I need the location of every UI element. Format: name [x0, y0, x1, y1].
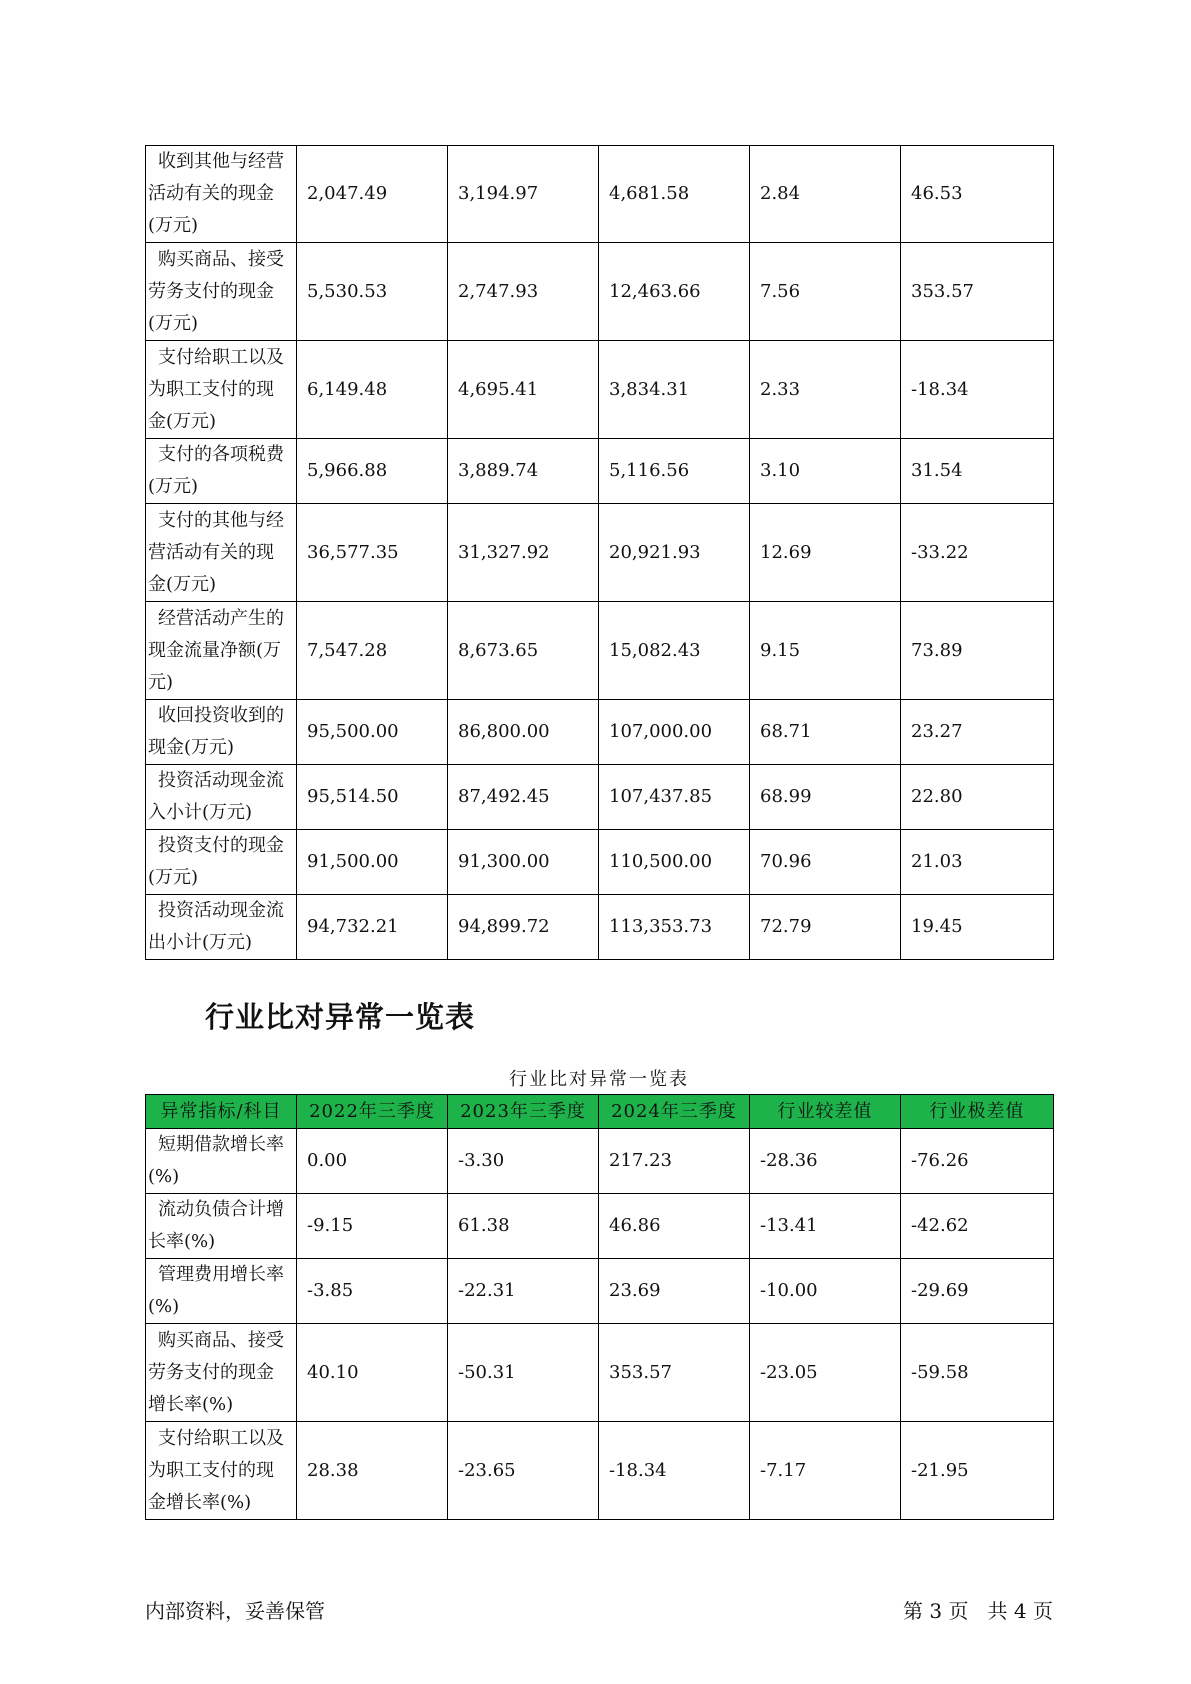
industry-diff: 3.10 [750, 439, 901, 504]
industry-diff: 9.15 [750, 602, 901, 700]
table-header-row [146, 1095, 1054, 1129]
anomaly-table [145, 1094, 1054, 1520]
value-2024: 12,463.66 [599, 243, 750, 341]
cash-flow-table [145, 145, 1054, 960]
value-2022: 95,500.00 [297, 700, 448, 765]
industry-diff: 70.96 [750, 830, 901, 895]
table-row [146, 895, 1054, 960]
table-row [146, 1129, 1054, 1194]
value-2023: 87,492.45 [448, 765, 599, 830]
industry-diff: 12.69 [750, 504, 901, 602]
column-header: 行业极差值 [901, 1095, 1054, 1129]
value-2024: 20,921.93 [599, 504, 750, 602]
value-2023: 3,889.74 [448, 439, 599, 504]
industry-diff: 2.84 [750, 146, 901, 243]
industry-extreme: -33.22 [901, 504, 1054, 602]
column-header: 2022年三季度 [297, 1095, 448, 1129]
industry-extreme: -29.69 [901, 1259, 1054, 1324]
table-row [146, 1422, 1054, 1520]
row-label: 收到其他与经营活动有关的现金(万元) [146, 146, 297, 243]
table-row [146, 439, 1054, 504]
industry-extreme: -18.34 [901, 341, 1054, 439]
table-row [146, 830, 1054, 895]
value-2022: 5,966.88 [297, 439, 448, 504]
value-2022: 36,577.35 [297, 504, 448, 602]
row-label: 支付给职工以及为职工支付的现金(万元) [146, 341, 297, 439]
table-row [146, 243, 1054, 341]
column-header: 异常指标/科目 [146, 1095, 297, 1129]
table-row [146, 1324, 1054, 1422]
table-row [146, 765, 1054, 830]
value-2024: 107,437.85 [599, 765, 750, 830]
industry-diff: 2.33 [750, 341, 901, 439]
value-2023: -22.31 [448, 1259, 599, 1324]
value-2023: 86,800.00 [448, 700, 599, 765]
value-2023: 4,695.41 [448, 341, 599, 439]
industry-diff: 7.56 [750, 243, 901, 341]
value-2022: 2,047.49 [297, 146, 448, 243]
value-2022: -9.15 [297, 1194, 448, 1259]
value-2022: 95,514.50 [297, 765, 448, 830]
value-2022: 40.10 [297, 1324, 448, 1422]
industry-extreme: -59.58 [901, 1324, 1054, 1422]
value-2024: 217.23 [599, 1129, 750, 1194]
footer-page-number: 第 3 页 共 4 页 [903, 1599, 1053, 1623]
industry-extreme: 23.27 [901, 700, 1054, 765]
table-row [146, 146, 1054, 243]
table-caption: 行业比对异常一览表 [509, 1069, 689, 1090]
industry-extreme: 19.45 [901, 895, 1054, 960]
value-2023: 94,899.72 [448, 895, 599, 960]
industry-extreme: 31.54 [901, 439, 1054, 504]
industry-extreme: -42.62 [901, 1194, 1054, 1259]
row-label: 购买商品、接受劳务支付的现金增长率(%) [146, 1324, 297, 1422]
industry-extreme: 22.80 [901, 765, 1054, 830]
table-row [146, 504, 1054, 602]
value-2023: 91,300.00 [448, 830, 599, 895]
industry-extreme: -76.26 [901, 1129, 1054, 1194]
value-2023: 2,747.93 [448, 243, 599, 341]
value-2024: 46.86 [599, 1194, 750, 1259]
value-2022: 91,500.00 [297, 830, 448, 895]
row-label: 投资支付的现金(万元) [146, 830, 297, 895]
value-2023: 61.38 [448, 1194, 599, 1259]
industry-diff: -28.36 [750, 1129, 901, 1194]
value-2022: 5,530.53 [297, 243, 448, 341]
value-2022: 94,732.21 [297, 895, 448, 960]
value-2023: 31,327.92 [448, 504, 599, 602]
value-2024: -18.34 [599, 1422, 750, 1520]
row-label: 收回投资收到的现金(万元) [146, 700, 297, 765]
value-2024: 353.57 [599, 1324, 750, 1422]
table-row [146, 700, 1054, 765]
value-2023: -23.65 [448, 1422, 599, 1520]
value-2024: 4,681.58 [599, 146, 750, 243]
industry-extreme: 73.89 [901, 602, 1054, 700]
industry-extreme: 353.57 [901, 243, 1054, 341]
value-2022: 6,149.48 [297, 341, 448, 439]
table-row [146, 602, 1054, 700]
row-label: 支付的其他与经营活动有关的现金(万元) [146, 504, 297, 602]
value-2022: 28.38 [297, 1422, 448, 1520]
industry-extreme: 21.03 [901, 830, 1054, 895]
row-label: 管理费用增长率(%) [146, 1259, 297, 1324]
industry-diff: -13.41 [750, 1194, 901, 1259]
footer-confidential-note: 内部资料，妥善保管 [145, 1599, 325, 1623]
industry-diff: -10.00 [750, 1259, 901, 1324]
value-2024: 23.69 [599, 1259, 750, 1324]
row-label: 经营活动产生的现金流量净额(万元) [146, 602, 297, 700]
value-2024: 110,500.00 [599, 830, 750, 895]
value-2022: 7,547.28 [297, 602, 448, 700]
industry-diff: -7.17 [750, 1422, 901, 1520]
value-2022: -3.85 [297, 1259, 448, 1324]
row-label: 短期借款增长率(%) [146, 1129, 297, 1194]
value-2023: -3.30 [448, 1129, 599, 1194]
value-2022: 0.00 [297, 1129, 448, 1194]
value-2023: 3,194.97 [448, 146, 599, 243]
row-label: 支付的各项税费(万元) [146, 439, 297, 504]
industry-extreme: 46.53 [901, 146, 1054, 243]
industry-diff: 68.71 [750, 700, 901, 765]
table-row [146, 1259, 1054, 1324]
value-2023: 8,673.65 [448, 602, 599, 700]
industry-extreme: -21.95 [901, 1422, 1054, 1520]
value-2024: 15,082.43 [599, 602, 750, 700]
section-heading: 行业比对异常一览表 [205, 1000, 476, 1034]
value-2024: 5,116.56 [599, 439, 750, 504]
row-label: 购买商品、接受劳务支付的现金(万元) [146, 243, 297, 341]
row-label: 流动负债合计增长率(%) [146, 1194, 297, 1259]
industry-diff: -23.05 [750, 1324, 901, 1422]
industry-diff: 68.99 [750, 765, 901, 830]
row-label: 投资活动现金流入小计(万元) [146, 765, 297, 830]
table-row [146, 341, 1054, 439]
table-row [146, 1194, 1054, 1259]
value-2024: 3,834.31 [599, 341, 750, 439]
row-label: 投资活动现金流出小计(万元) [146, 895, 297, 960]
value-2024: 113,353.73 [599, 895, 750, 960]
column-header: 行业较差值 [750, 1095, 901, 1129]
industry-diff: 72.79 [750, 895, 901, 960]
column-header: 2023年三季度 [448, 1095, 599, 1129]
row-label: 支付给职工以及为职工支付的现金增长率(%) [146, 1422, 297, 1520]
value-2023: -50.31 [448, 1324, 599, 1422]
column-header: 2024年三季度 [599, 1095, 750, 1129]
value-2024: 107,000.00 [599, 700, 750, 765]
